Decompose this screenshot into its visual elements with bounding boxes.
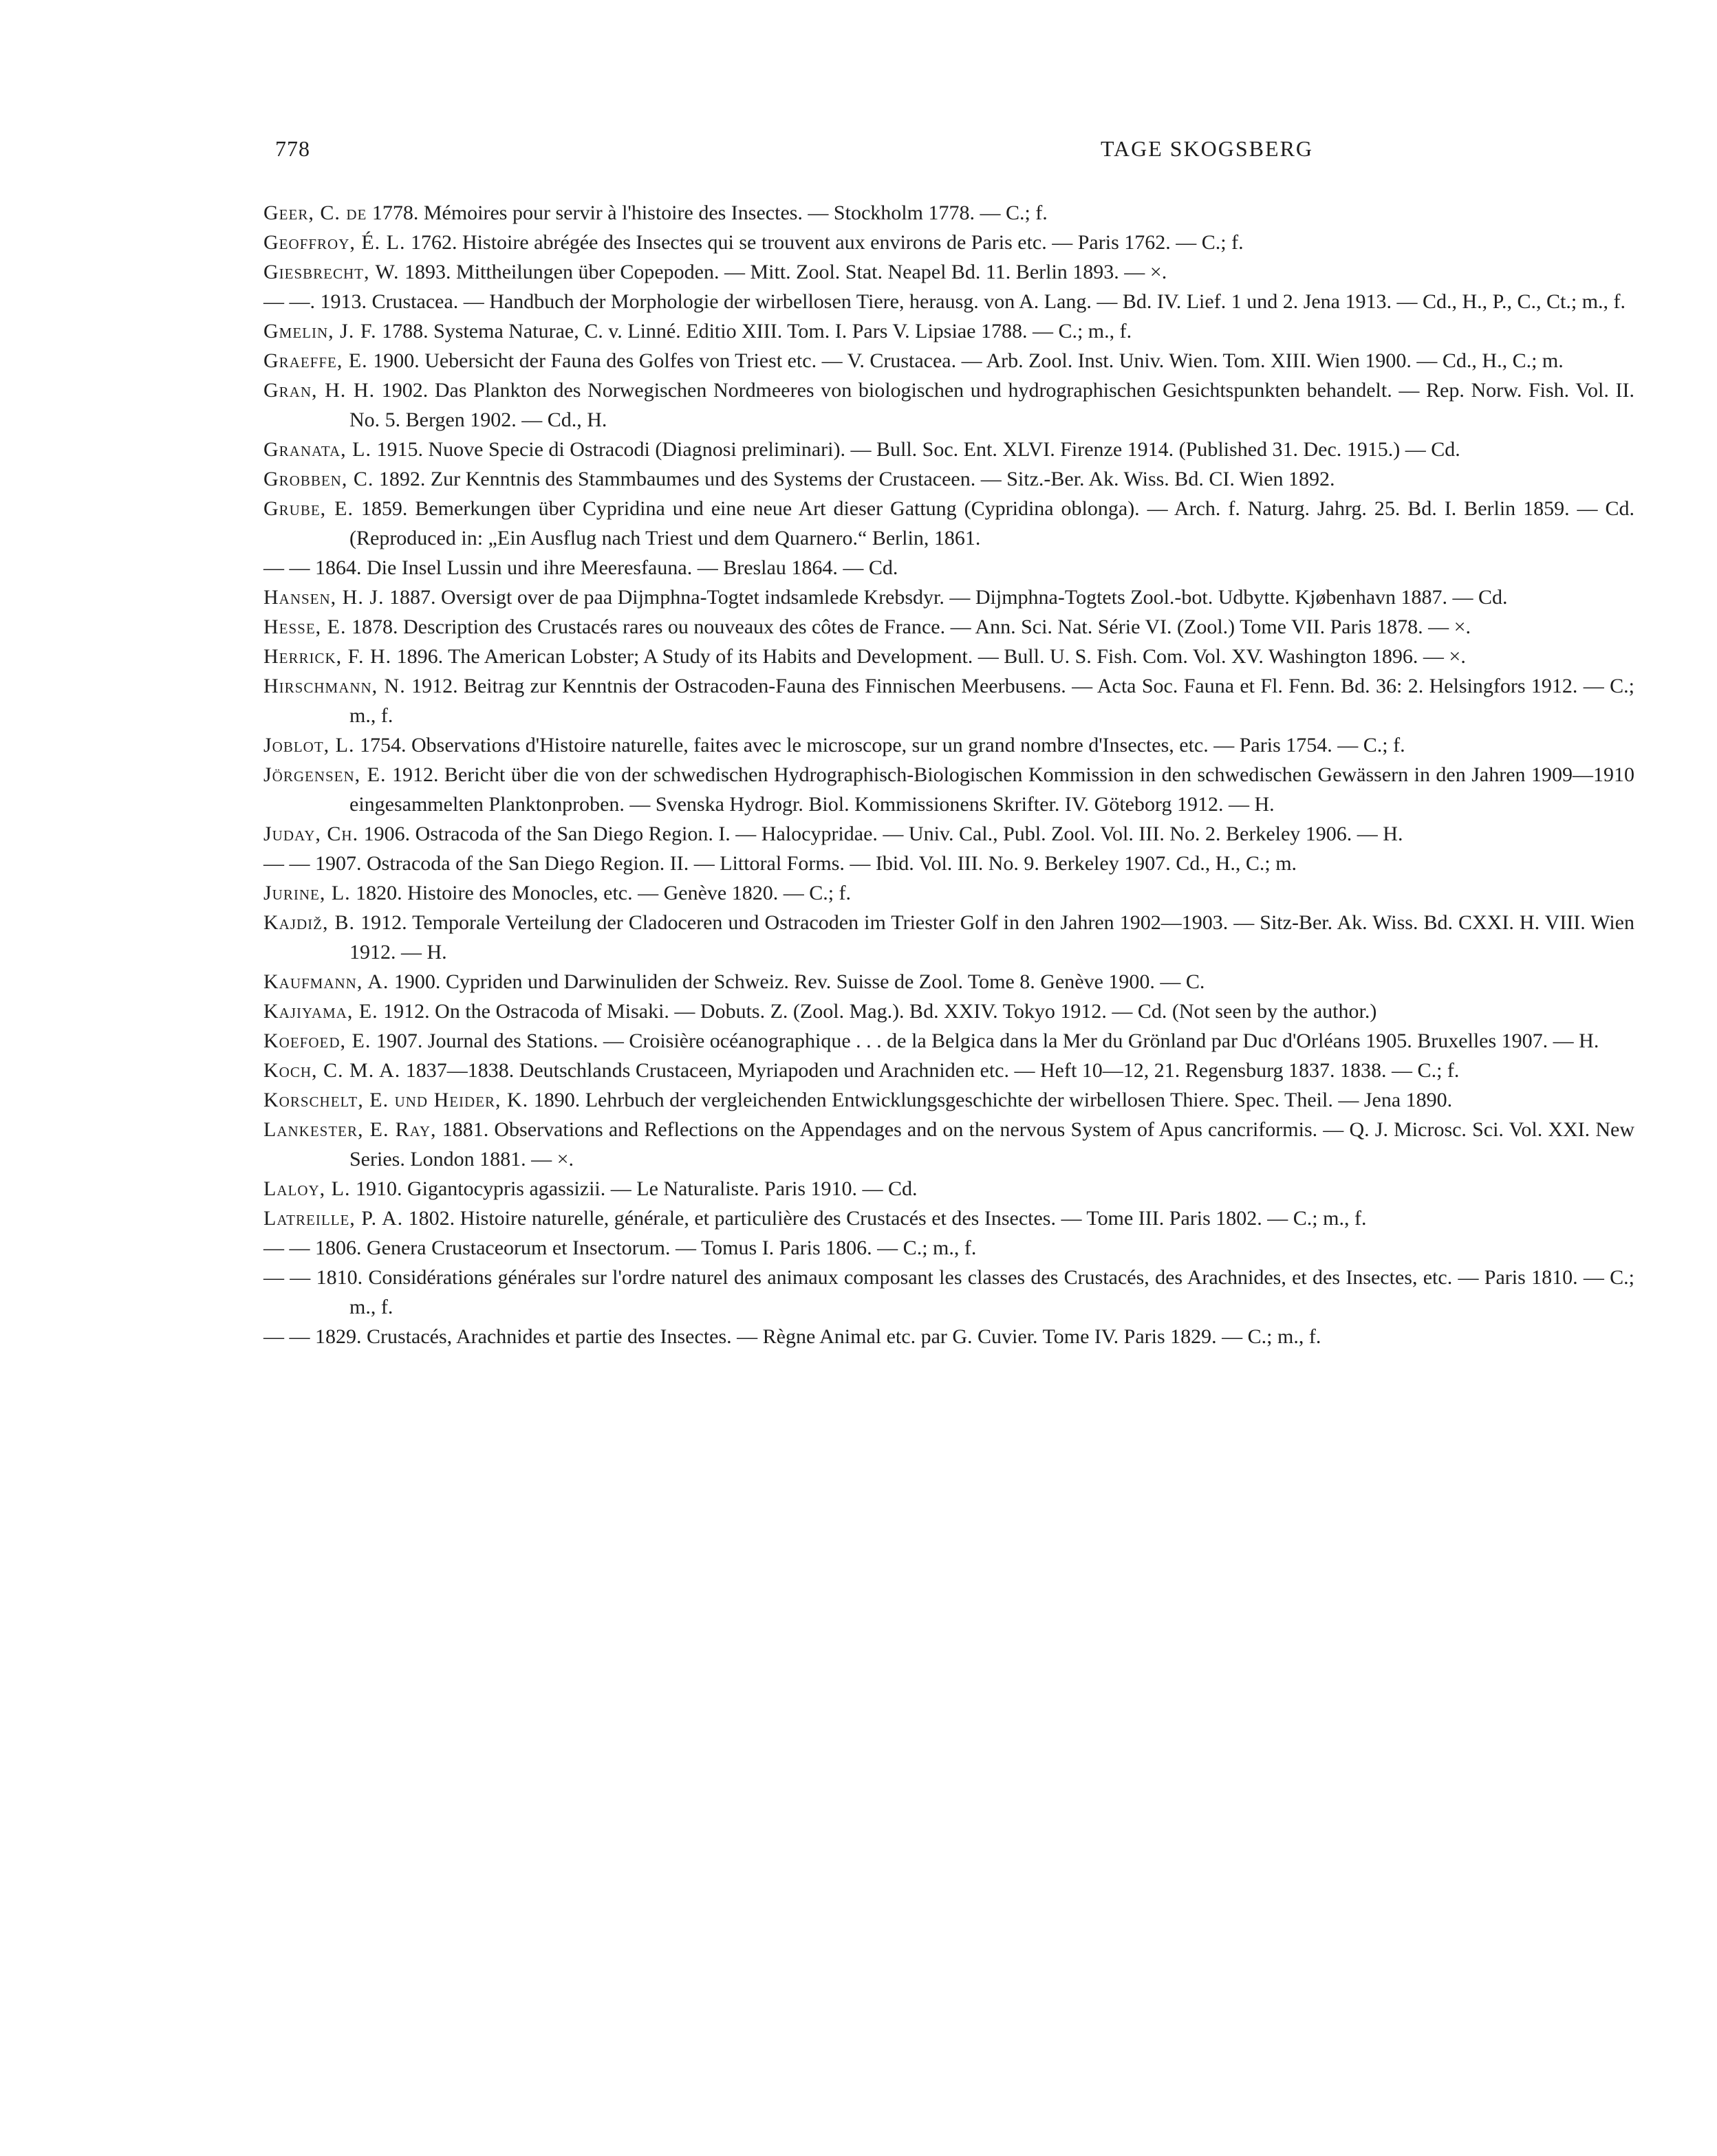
entry-text: 1837—1838. Deutschlands Crustaceen, Myriapoden und Arachniden etc. — Heft 10—12, 21. Regensburg 1837. 1838. — C.; f.	[400, 1059, 1460, 1082]
bibliography-entry	[263, 1115, 1634, 1174]
entry-author: Gran, H. H.	[263, 379, 376, 402]
entry-author: Grobben, C.	[263, 468, 374, 490]
bibliography-entry	[263, 198, 1634, 228]
entry-text: — — 1806. Genera Crustaceorum et Insectorum. — Tomus I. Paris 1806. — C.; m., f.	[263, 1237, 977, 1259]
entry-author: Hesse, E.	[263, 616, 347, 638]
entry-text: 1788. Systema Naturae, C. v. Linné. Editio XIII. Tom. I. Pars V. Lipsiae 1788. — C.; m., f.	[376, 320, 1132, 342]
entry-author: Hansen, H. J.	[263, 586, 385, 609]
entry-text: — — 1907. Ostracoda of the San Diego Region. II. — Littoral Forms. — Ibid. Vol. III. No. 9. Berkeley 1907. Cd., H., C.; m.	[263, 852, 1297, 875]
entry-text: 1754. Observations d'Histoire naturelle, faites avec le microscope, sur un grand nombre d'Insectes, etc. — Paris 1754. — C.; f.	[354, 734, 1405, 756]
entry-text: 1900. Cypriden und Darwinuliden der Schweiz. Rev. Suisse de Zool. Tome 8. Genève 1900. — C.	[389, 970, 1205, 993]
entry-author: Giesbrecht, W.	[263, 261, 400, 283]
entry-text: 1890. Lehrbuch der vergleichenden Entwicklungsgeschichte der wirbellosen Thiere. Spec. Theil. — Jena 1890.	[528, 1089, 1453, 1111]
page-number: 778	[275, 136, 310, 161]
bibliography-entry	[263, 819, 1634, 849]
bibliography-entry	[263, 287, 1634, 316]
entry-text: 1802. Histoire naturelle, générale, et particulière des Crustacés et des Insectes. — Tome III. Paris 1802. — C.; m., f.	[403, 1207, 1367, 1230]
bibliography-entry	[263, 1174, 1634, 1204]
bibliography-entry	[263, 464, 1634, 494]
entry-text: 1778. Mémoires pour servir à l'histoire des Insectes. — Stockholm 1778. — C.; f.	[367, 202, 1048, 224]
entry-author: Geer, C. de	[263, 202, 367, 224]
bibliography-entry	[263, 316, 1634, 346]
bibliography-entry	[263, 908, 1634, 967]
bibliography-entry	[263, 671, 1634, 730]
entry-text: 1878. Description des Crustacés rares ou nouveaux des côtes de France. — Ann. Sci. Nat. Série VI. (Zool.) Tome VII. Paris 1878. — ×.	[346, 616, 1471, 638]
entry-author: Herrick, F. H.	[263, 645, 392, 668]
entry-text: 1912. Beitrag zur Kenntnis der Ostracoden-Fauna des Finnischen Meerbusens. — Acta Soc. Fauna et Fl. Fenn. Bd. 36: 2. Helsingfors 1912. — C.; m., f.	[349, 675, 1634, 727]
bibliography-entry	[263, 849, 1634, 878]
bibliography-entry	[263, 228, 1634, 257]
bibliography-entry	[263, 730, 1634, 760]
bibliography-entry	[263, 612, 1634, 642]
entry-author: Kajiyama, E.	[263, 1000, 378, 1023]
bibliography-entry	[263, 1263, 1634, 1322]
bibliography-entry	[263, 1204, 1634, 1233]
entry-author: Jörgensen, E.	[263, 763, 387, 786]
entry-author: Lankester, E. Ray,	[263, 1118, 437, 1141]
entry-author: Graeffe, E.	[263, 349, 368, 372]
bibliography-entry	[263, 582, 1634, 612]
entry-author: Jurine, L.	[263, 882, 351, 904]
entry-author: Kajdiž, B.	[263, 911, 356, 934]
bibliography-entry	[263, 878, 1634, 908]
entry-text: — —. 1913. Crustacea. — Handbuch der Morphologie der wirbellosen Tiere, herausg. von A. Lang. — Bd. IV. Lief. 1 und 2. Jena 1913. — Cd., H., P., C., Ct.; m., f.	[263, 290, 1626, 313]
entry-text: 1881. Observations and Reflections on the Appendages and on the nervous System of Apus cancriformis. — Q. J. Microsc. Sci. Vol. XXI. New Series. London 1881. — ×.	[349, 1118, 1634, 1170]
entry-text: 1907. Journal des Stations. — Croisière océanographique . . . de la Belgica dans la Mer du Grönland par Duc d'Orléans 1905. Bruxelles 1907. — H.	[371, 1030, 1599, 1052]
entry-author: Hirschmann, N.	[263, 675, 406, 697]
entry-author: Juday, Ch.	[263, 823, 359, 845]
entry-author: Latreille, P. A.	[263, 1207, 404, 1230]
entry-text: 1912. Temporale Verteilung der Cladoceren und Ostracoden im Triester Golf in den Jahren 1902—1903. — Sitz-Ber. Ak. Wiss. Bd. CXXI. H. VIII. Wien 1912. — H.	[349, 911, 1634, 963]
entry-author: Kaufmann, A.	[263, 970, 389, 993]
entry-text: — — 1864. Die Insel Lussin und ihre Meeresfauna. — Breslau 1864. — Cd.	[263, 556, 898, 579]
bibliography-entry	[263, 346, 1634, 375]
entry-text: — — 1829. Crustacés, Arachnides et partie des Insectes. — Règne Animal etc. par G. Cuvier. Tome IV. Paris 1829. — C.; m., f.	[263, 1325, 1321, 1348]
entry-text: 1887. Oversigt over de paa Dijmphna-Togtet indsamlede Krebsdyr. — Dijmphna-Togtets Zool.-bot. Udbytte. Kjøbenhavn 1887. — Cd.	[384, 586, 1508, 609]
bibliography-entry	[263, 1085, 1634, 1115]
entry-text: 1762. Histoire abrégée des Insectes qui se trouvent aux environs de Paris etc. — Paris 1762. — C.; f.	[405, 231, 1244, 254]
entry-text: 1893. Mittheilungen über Copepoden. — Mitt. Zool. Stat. Neapel Bd. 11. Berlin 1893. — ×.	[399, 261, 1167, 283]
entry-author: Joblot, L.	[263, 734, 355, 756]
entry-author: Geoffroy, É. L.	[263, 231, 406, 254]
entry-author: Gmelin, J. F.	[263, 320, 377, 342]
entry-text: 1906. Ostracoda of the San Diego Region. I. — Halocypridae. — Univ. Cal., Publ. Zool. Vol. III. No. 2. Berkeley 1906. — H.	[358, 823, 1403, 845]
bibliography-entry	[263, 1322, 1634, 1351]
entry-text: 1902. Das Plankton des Norwegischen Nordmeeres von biologischen und hydrographischen Gesichtspunkten behandelt. — Rep. Norw. Fish. Vol. II. No. 5. Bergen 1902. — Cd., H.	[349, 379, 1634, 431]
bibliography-entry	[263, 1233, 1634, 1263]
bibliography-list	[263, 198, 1634, 1351]
page-header	[275, 136, 1634, 171]
entry-author: Koch, C. M. A.	[263, 1059, 401, 1082]
entry-text: 1912. Bericht über die von der schwedischen Hydrographisch-Biologischen Kommission in den schwedischen Gewässern in den Jahren 1909—1910 eingesammelten Planktonproben. — Svenska Hydrogr. Biol. Kommissionens Skrifter. IV. Göteborg 1912. — H.	[349, 763, 1634, 816]
entry-text: 1892. Zur Kenntnis des Stammbaumes und des Systems der Crustaceen. — Sitz.-Ber. Ak. Wiss. Bd. CI. Wien 1892.	[374, 468, 1335, 490]
entry-text: 1900. Uebersicht der Fauna des Golfes von Triest etc. — V. Crustacea. — Arb. Zool. Inst. Univ. Wien. Tom. XIII. Wien 1900. — Cd., H., C.; m.	[367, 349, 1564, 372]
entry-text: 1896. The American Lobster; A Study of its Habits and Development. — Bull. U. S. Fish. Com. Vol. XV. Washington 1896. — ×.	[391, 645, 1466, 668]
entry-author: Korschelt, E. und Heider, K.	[263, 1089, 529, 1111]
bibliography-entry	[263, 760, 1634, 819]
running-title: TAGE SKOGSBERG	[1101, 136, 1314, 161]
entry-text: 1915. Nuove Specie di Ostracodi (Diagnosi preliminari). — Bull. Soc. Ent. XLVI. Firenze 1914. (Published 31. Dec. 1915.) — Cd.	[371, 438, 1460, 461]
bibliography-entry	[263, 553, 1634, 582]
entry-author: Koefoed, E.	[263, 1030, 371, 1052]
bibliography-entry	[263, 997, 1634, 1026]
bibliography-entry	[263, 435, 1634, 464]
entry-author: Granata, L.	[263, 438, 371, 461]
entry-author: Grube, E.	[263, 497, 354, 520]
entry-text: 1820. Histoire des Monocles, etc. — Genève 1820. — C.; f.	[350, 882, 852, 904]
entry-text: 1910. Gigantocypris agassizii. — Le Naturaliste. Paris 1910. — Cd.	[350, 1177, 918, 1200]
bibliography-entry	[263, 1026, 1634, 1056]
bibliography-entry	[263, 967, 1634, 997]
bibliography-entry	[263, 257, 1634, 287]
bibliography-entry	[263, 375, 1634, 435]
entry-text: — — 1810. Considérations générales sur l'ordre naturel des animaux composant les classes des Crustacés, des Arachnides, et des Insectes, etc. — Paris 1810. — C.; m., f.	[263, 1266, 1634, 1318]
bibliography-entry	[263, 1056, 1634, 1085]
entry-text: 1912. On the Ostracoda of Misaki. — Dobuts. Z. (Zool. Mag.). Bd. XXIV. Tokyo 1912. — Cd. (Not seen by the author.)	[378, 1000, 1377, 1023]
bibliography-entry	[263, 642, 1634, 671]
entry-text: 1859. Bemerkungen über Cypridina und eine neue Art dieser Gattung (Cypridina oblonga). — Arch. f. Naturg. Jahrg. 25. Bd. I. Berlin 1859. — Cd. (Reproduced in: „Ein Ausflug nach Triest und dem Quarnero.“ Berlin, 1861.	[349, 497, 1635, 549]
entry-author: Laloy, L.	[263, 1177, 351, 1200]
bibliography-entry	[263, 494, 1634, 553]
